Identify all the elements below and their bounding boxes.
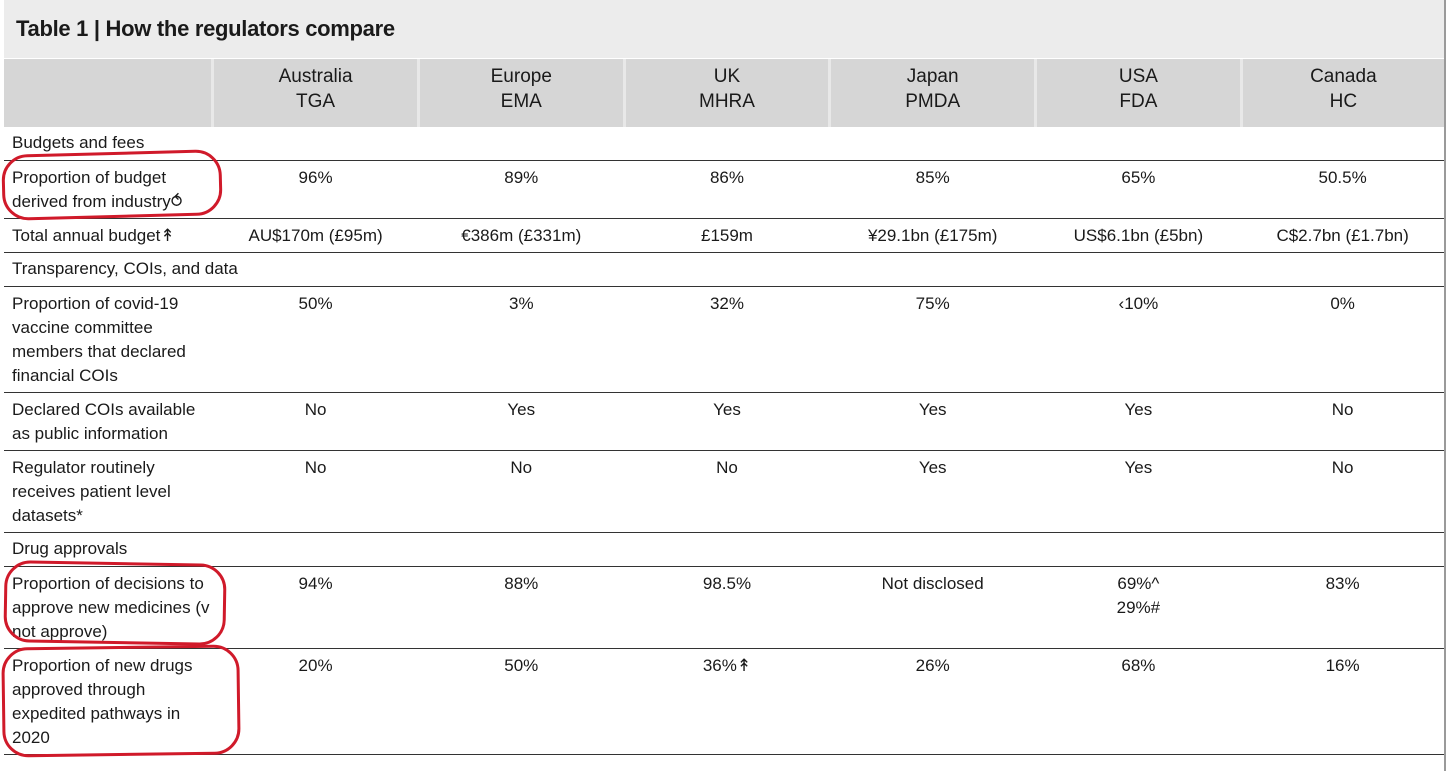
table-cell-fda: 69%^ 29%# <box>1036 567 1242 649</box>
section-row <box>4 533 1444 567</box>
table-cell-fda: ‹10% <box>1036 287 1242 393</box>
row-label: Declared COIs available as public information <box>4 393 213 451</box>
row-label: Proportion of covid-19 vaccine committee members that declared financial COIs <box>4 287 213 393</box>
section-row <box>4 253 1444 287</box>
table-cell-fda: Yes <box>1036 451 1242 533</box>
table-cell-hc: 0% <box>1241 287 1444 393</box>
section-row <box>4 127 1444 161</box>
regulators-table <box>4 59 1444 755</box>
table-cell-pmda: Yes <box>830 451 1036 533</box>
table-cell-pmda: Yes <box>830 393 1036 451</box>
column-agency: TGA <box>296 91 336 112</box>
table-cell-tga: No <box>213 451 419 533</box>
table-cell-pmda: ¥29.1bn (£175m) <box>830 219 1036 253</box>
title-bar <box>4 0 1444 58</box>
section-heading: Transparency, COIs, and data <box>4 253 1444 287</box>
table-body <box>4 127 1444 755</box>
table-cell-mhra: Yes <box>624 393 830 451</box>
table-cell-tga: 96% <box>213 161 419 219</box>
table-cell-mhra: £159m <box>624 219 830 253</box>
section-heading: Drug approvals <box>4 533 1444 567</box>
column-region: UK <box>713 66 741 87</box>
header-blank <box>4 59 213 127</box>
table-row <box>4 393 1444 451</box>
table-cell-ema: 89% <box>418 161 624 219</box>
column-agency: MHRA <box>699 91 755 112</box>
table-cell-fda: 68% <box>1036 649 1242 755</box>
table-cell-pmda: 75% <box>830 287 1036 393</box>
table-row <box>4 219 1444 253</box>
table-cell-pmda: 26% <box>830 649 1036 755</box>
column-region: Europe <box>490 66 552 87</box>
column-region: Japan <box>906 66 959 87</box>
table-cell-ema: 50% <box>418 649 624 755</box>
table-cell-tga: 20% <box>213 649 419 755</box>
table-cell-hc: 16% <box>1241 649 1444 755</box>
table-cell-ema: 88% <box>418 567 624 649</box>
table-cell-fda: 65% <box>1036 161 1242 219</box>
table-cell-mhra: 98.5% <box>624 567 830 649</box>
table-cell-ema: Yes <box>418 393 624 451</box>
row-label: Total annual budget↟ <box>4 219 213 253</box>
column-agency: PMDA <box>905 91 961 112</box>
column-header-fda <box>1036 59 1242 127</box>
table-cell-pmda: Not disclosed <box>830 567 1036 649</box>
column-header-ema <box>418 59 624 127</box>
table-header <box>4 59 1444 127</box>
table-row <box>4 451 1444 533</box>
table-cell-mhra: No <box>624 451 830 533</box>
column-header-tga <box>213 59 419 127</box>
column-agency: HC <box>1329 91 1358 112</box>
table-cell-fda: Yes <box>1036 393 1242 451</box>
table-cell-tga: AU$170m (£95m) <box>213 219 419 253</box>
column-region: USA <box>1118 66 1158 87</box>
page-edge-rule <box>1444 0 1446 771</box>
row-label: Proportion of budget derived from industry⥀ <box>4 161 213 219</box>
table-cell-ema: 3% <box>418 287 624 393</box>
header-row <box>4 59 1444 127</box>
table-cell-hc: 83% <box>1241 567 1444 649</box>
column-region: Canada <box>1310 66 1377 87</box>
table-cell-tga: No <box>213 393 419 451</box>
table-cell-mhra: 36%↟ <box>624 649 830 755</box>
section-heading: Budgets and fees <box>4 127 1444 161</box>
row-label: Proportion of decisions to approve new medicines (v not approve) <box>4 567 213 649</box>
column-header-mhra <box>624 59 830 127</box>
column-header-hc <box>1241 59 1444 127</box>
table-cell-fda: US$6.1bn (£5bn) <box>1036 219 1242 253</box>
table-cell-tga: 50% <box>213 287 419 393</box>
row-label: Proportion of new drugs approved through expedited pathways in 2020 <box>4 649 213 755</box>
table-row <box>4 567 1444 649</box>
table-cell-hc: No <box>1241 393 1444 451</box>
row-label: Regulator routinely receives patient level datasets* <box>4 451 213 533</box>
table-cell-pmda: 85% <box>830 161 1036 219</box>
table-cell-mhra: 86% <box>624 161 830 219</box>
table-cell-hc: 50.5% <box>1241 161 1444 219</box>
table-cell-hc: No <box>1241 451 1444 533</box>
column-header-pmda <box>830 59 1036 127</box>
table-cell-mhra: 32% <box>624 287 830 393</box>
table-cell-hc: C$2.7bn (£1.7bn) <box>1241 219 1444 253</box>
column-region: Australia <box>278 66 353 87</box>
table-row <box>4 649 1444 755</box>
table-row <box>4 287 1444 393</box>
column-agency: FDA <box>1119 91 1158 112</box>
column-agency: EMA <box>500 91 542 112</box>
table-row <box>4 161 1444 219</box>
table-title: Table 1 | How the regulators compare <box>16 16 395 41</box>
table-cell-ema: No <box>418 451 624 533</box>
table-cell-ema: €386m (£331m) <box>418 219 624 253</box>
table-cell-tga: 94% <box>213 567 419 649</box>
